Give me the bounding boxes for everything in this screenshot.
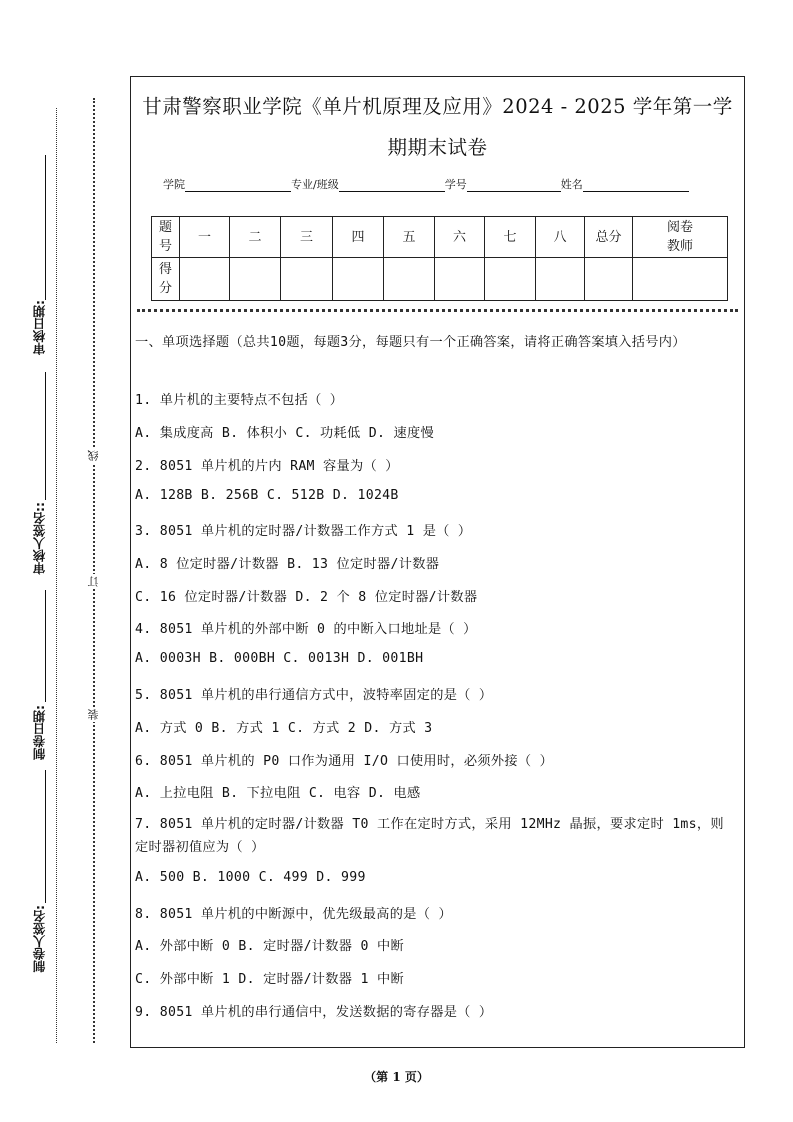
college-field[interactable] [185,179,291,192]
question-options: C. 外部中断 1 D. 定时器/计数器 1 中断 [135,972,404,987]
binding-word-zhuang: 装 [87,709,100,720]
name-field[interactable] [583,179,689,192]
col-header: 一 [180,217,230,258]
col-header: 总分 [585,217,633,258]
score-cell[interactable] [536,258,585,301]
col-header: 四 [333,217,384,258]
student-info-line [163,176,689,192]
question-options: A. 500 B. 1000 C. 499 D. 999 [135,870,366,885]
name-label: 姓名 [560,178,583,191]
question-options: C. 16 位定时器/计数器 D. 2 个 8 位定时器/计数器 [135,590,478,605]
binding-word-line: 线 [87,450,100,461]
question-options: A. 外部中断 0 B. 定时器/计数器 0 中断 [135,939,404,954]
major-class-field[interactable] [339,179,445,192]
section-heading: 一、单项选择题（总共10题，每题3分，每题只有一个正确答案，请将正确答案填入括号内） [135,335,686,350]
binding-word-ding: 订 [87,576,100,587]
question-options: A. 0003H B. 000BH C. 0013H D. 001BH [135,651,424,666]
college-label: 学院 [163,178,185,191]
score-cell[interactable] [333,258,384,301]
make-date-label: 制卷日期: [32,705,47,760]
question: 9. 8051 单片机的串行通信中，发送数据的寄存器是（ ） [135,1005,493,1020]
score-cell[interactable] [585,258,633,301]
student-id-field[interactable] [467,179,561,192]
score-table [151,216,728,301]
col-header-grader: 阅卷教师 [633,217,728,258]
question: 4. 8051 单片机的外部中断 0 的中断入口地址是（ ） [135,622,477,637]
signature-line [45,372,46,500]
signature-line [45,155,46,300]
col-header: 二 [230,217,281,258]
review-date-label: 审核日期: [32,300,47,355]
score-cell[interactable] [384,258,435,301]
col-header: 六 [435,217,485,258]
signature-line [45,590,46,702]
question: 7. 8051 单片机的定时器/计数器 T0 工作在定时方式，采用 12MHz 晶振，要求定时 1ms，则定时器初值应为（ ） [135,817,724,855]
binding-dotted-line [93,98,95,1043]
signature-line [45,770,46,903]
student-id-label: 学号 [444,178,467,191]
col-header: 七 [485,217,536,258]
col-header: 三 [281,217,333,258]
exam-title-line2: 期期末试卷 [387,136,488,159]
review-sign-label: 审核人签名:: [32,502,47,575]
question: 2. 8051 单片机的片内 RAM 容量为（ ） [135,459,399,474]
question: 3. 8051 单片机的定时器/计数器工作方式 1 是（ ） [135,524,472,539]
col-header: 五 [384,217,435,258]
score-cell[interactable] [180,258,230,301]
page-number: （第 1 页） [364,1070,429,1084]
row-head-number: 题号 [152,217,180,258]
row-head-score: 得分 [152,258,180,301]
question-options: A. 128B B. 256B C. 512B D. 1024B [135,488,399,503]
question: 8. 8051 单片机的中断源中，优先级最高的是（ ） [135,907,452,922]
question-options: A. 方式 0 B. 方式 1 C. 方式 2 D. 方式 3 [135,721,433,736]
make-sign-label: 制卷人签名: [32,905,47,973]
question: 1. 单片机的主要特点不包括（ ） [135,393,344,408]
score-cell[interactable] [485,258,536,301]
question: 5. 8051 单片机的串行通信方式中，波特率固定的是（ ） [135,688,493,703]
exam-title: 甘肃警察职业学院《单片机原理及应用》2024 - 2025 学年第一学 [142,95,733,118]
score-cell[interactable] [281,258,333,301]
question-options: A. 集成度高 B. 体积小 C. 功耗低 D. 速度慢 [135,426,434,441]
score-cell[interactable] [230,258,281,301]
dotted-separator [137,309,738,312]
major-class-label: 专业/班级 [291,178,339,191]
score-cell[interactable] [633,258,728,301]
dotted-line [56,108,57,1043]
question-options: A. 上拉电阻 B. 下拉电阻 C. 电容 D. 电感 [135,786,421,801]
question-options: A. 8 位定时器/计数器 B. 13 位定时器/计数器 [135,557,440,572]
exam-frame [130,76,745,1048]
col-header: 八 [536,217,585,258]
score-cell[interactable] [435,258,485,301]
question: 6. 8051 单片机的 P0 口作为通用 I/O 口使用时，必须外接（ ） [135,754,554,769]
